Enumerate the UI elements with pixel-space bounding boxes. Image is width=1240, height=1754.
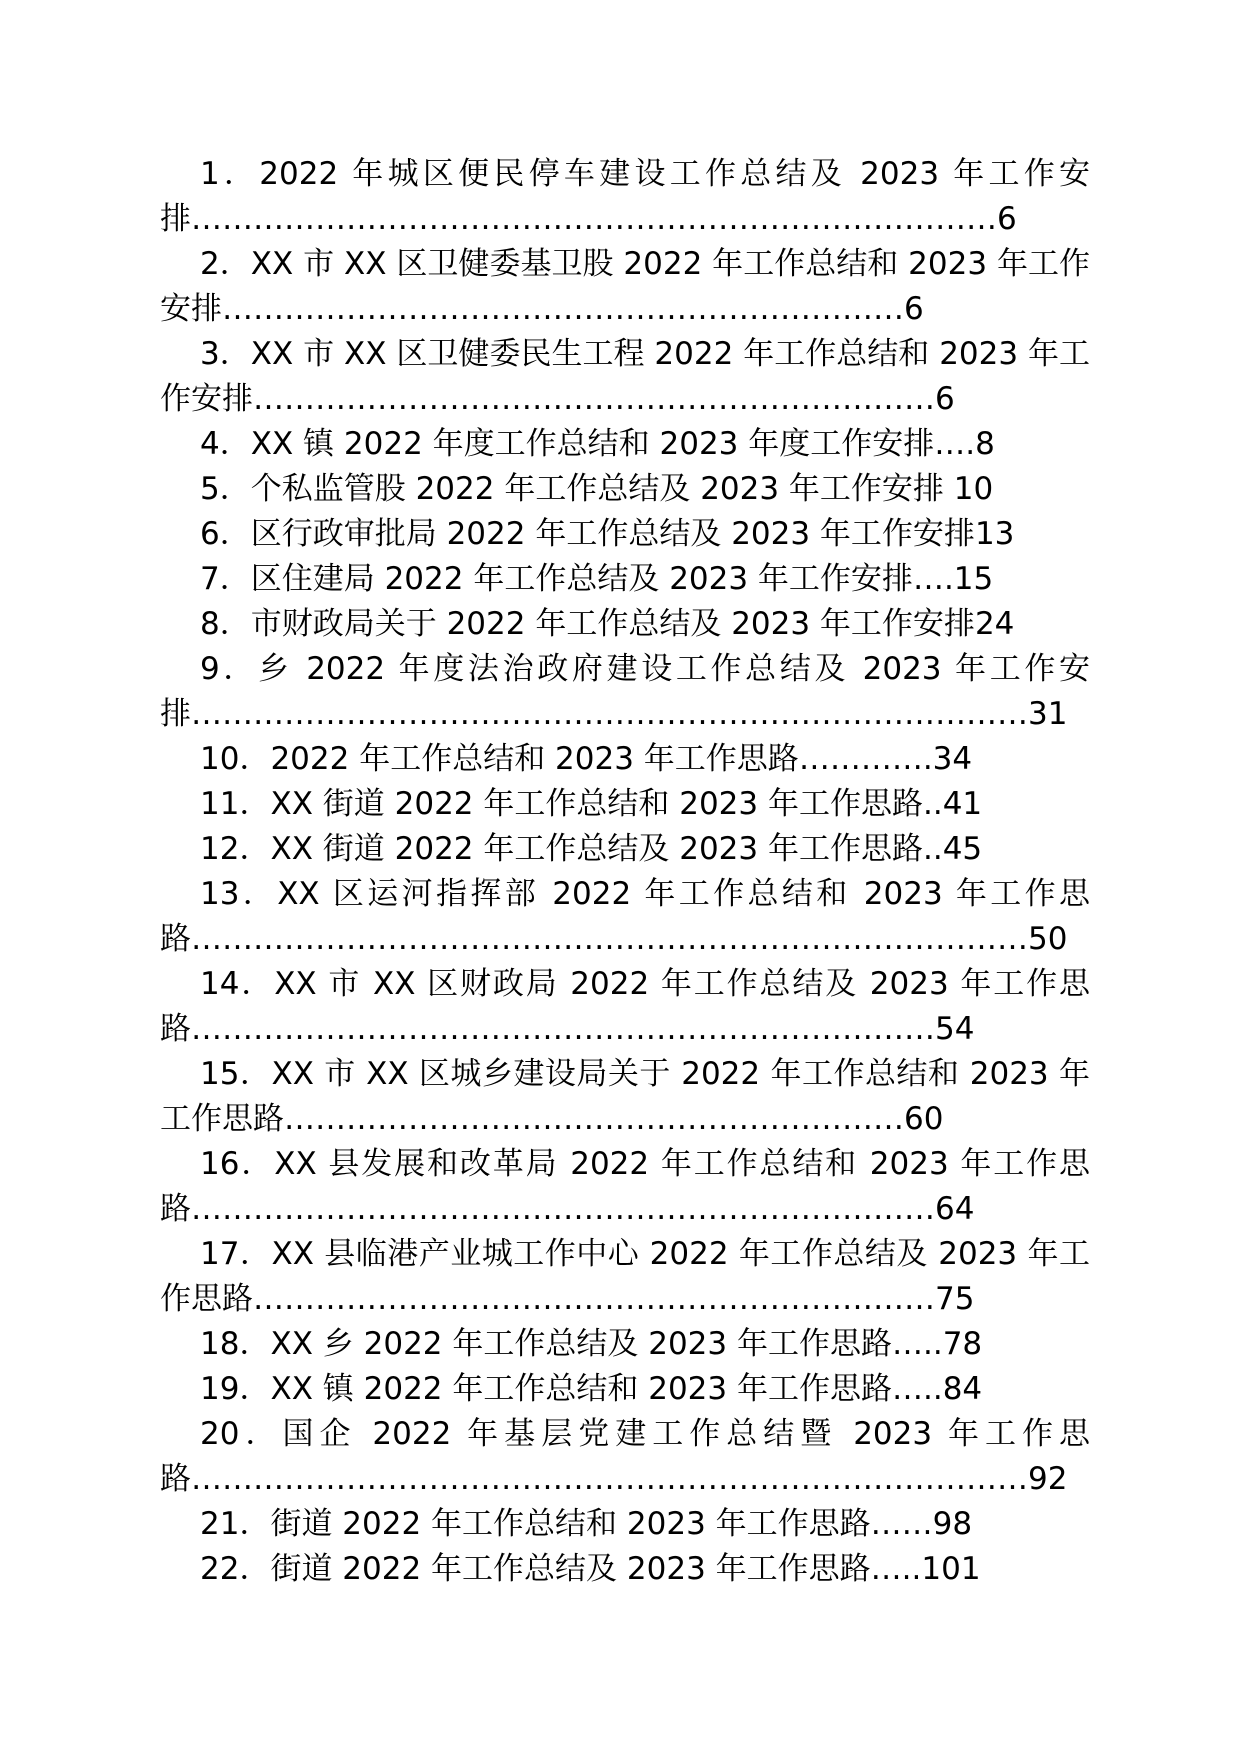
toc-entry[interactable] (160, 1502, 1090, 1547)
toc-entry-title: XX 市 XX 区财政局 2022 年工作总结及 2023 年工作思路 (160, 966, 1091, 1047)
toc-entry[interactable] (160, 1412, 1090, 1502)
toc-entry[interactable] (160, 1322, 1090, 1367)
toc-entry-separator: ． (239, 1056, 272, 1092)
toc-entry[interactable] (160, 1367, 1090, 1412)
toc-entry-number: 1 (200, 156, 220, 192)
toc-entry-page-number: 10 (953, 471, 994, 507)
toc-entry-page-number: 15 (953, 561, 994, 597)
toc-entry[interactable] (160, 422, 1090, 467)
toc-entry-separator: ． (239, 831, 271, 867)
toc-entry-leader: ………………………………………………………… (253, 381, 935, 417)
toc-entry-separator: ． (239, 966, 275, 1002)
toc-entry-page-number: 84 (942, 1371, 983, 1407)
toc-entry-title: 2022 年城区便民停车建设工作总结及 2023 年工作安排 (160, 156, 1090, 237)
toc-entry-leader: ……………………………………………………………………… (191, 1461, 1028, 1497)
toc-entry-number: 16 (200, 1146, 240, 1182)
toc-entry-number: 21 (200, 1506, 240, 1542)
toc-entry[interactable] (160, 332, 1090, 422)
toc-entry-page-number: 60 (904, 1101, 944, 1137)
toc-entry-title: 区行政审批局 2022 年工作总结及 2023 年工作安排 (250, 516, 975, 552)
toc-entry[interactable] (160, 512, 1090, 557)
toc-entry[interactable] (160, 1232, 1090, 1322)
toc-entry-leader: ….. (870, 1551, 922, 1587)
toc-entry-page-number: 78 (942, 1326, 983, 1362)
toc-entry-number: 13 (200, 876, 240, 912)
toc-entry-number: 10 (200, 741, 240, 777)
toc-entry-separator: ． (239, 1326, 271, 1362)
toc-entry-title: 街道 2022 年工作总结及 2023 年工作思路 (270, 1551, 871, 1587)
toc-entry-number: 8 (200, 606, 220, 642)
toc-entry-number: 22 (200, 1551, 240, 1587)
toc-entry-leader: ……………………………………………………………………… (191, 921, 1028, 957)
toc-entry-leader: …………. (798, 741, 933, 777)
toc-entry-number: 14 (200, 966, 240, 1002)
toc-entry[interactable] (160, 647, 1090, 737)
toc-entry[interactable] (160, 557, 1090, 602)
toc-entry-title: XX 市 XX 区卫健委基卫股 2022 年工作总结和 2023 年工作安排 (160, 246, 1090, 327)
toc-entry[interactable] (160, 1547, 1090, 1592)
toc-entry-separator: ． (239, 1506, 271, 1542)
toc-entry-number: 19 (200, 1371, 240, 1407)
toc-entry-title: XX 街道 2022 年工作总结和 2023 年工作思路 (270, 786, 923, 822)
toc-entry-title: 国企 2022 年基层党建工作总结暨 2023 年工作思路 (160, 1416, 1091, 1497)
toc-entry-page-number: 64 (935, 1191, 975, 1227)
toc-entry-number: 18 (200, 1326, 240, 1362)
toc-entry-page-number: 98 (932, 1506, 973, 1542)
toc-entry[interactable] (160, 242, 1090, 332)
toc-entry[interactable] (160, 962, 1090, 1052)
toc-entry-page-number: 34 (932, 741, 973, 777)
toc-entry-leader: .. (922, 786, 943, 822)
toc-entry-title: XX 区运河指挥部 2022 年工作总结和 2023 年工作思路 (160, 876, 1091, 957)
toc-entry-number: 9 (200, 651, 220, 687)
toc-entry-title: XX 镇 2022 年工作总结和 2023 年工作思路 (270, 1371, 892, 1407)
toc-entry-separator: ． (219, 561, 251, 597)
toc-entry[interactable] (160, 827, 1090, 872)
toc-entry-page-number: 6 (997, 201, 1017, 237)
toc-entry-number: 6 (200, 516, 220, 552)
toc-entry-number: 20 (200, 1416, 240, 1452)
toc-entry-leader: …… (870, 1506, 933, 1542)
toc-entry-leader: ……………………………………………………………… (191, 1191, 935, 1227)
toc-entry-separator: ． (219, 426, 251, 462)
toc-entry-leader: .. (922, 831, 943, 867)
toc-entry-leader: ….. (891, 1326, 943, 1362)
toc-entry[interactable] (160, 782, 1090, 827)
toc-entry-separator: ． (219, 156, 260, 192)
toc-entry-separator: ． (219, 246, 251, 282)
toc-entry-page-number: 13 (974, 516, 1015, 552)
toc-entry-number: 2 (200, 246, 220, 282)
toc-entry-leader: ………………………………………………………… (253, 1281, 935, 1317)
toc-entry-leader: ………………………………………………………… (222, 291, 904, 327)
toc-entry-page-number: 54 (935, 1011, 975, 1047)
toc-entry-page-number: 31 (1028, 696, 1068, 732)
toc-entry-title: 街道 2022 年工作总结和 2023 年工作思路 (270, 1506, 871, 1542)
toc-entry-page-number: 75 (935, 1281, 975, 1317)
toc-entry-title: XX 镇 2022 年度工作总结和 2023 年度工作安排 (250, 426, 935, 462)
toc-entry[interactable] (160, 737, 1090, 782)
toc-entry-page-number: 101 (921, 1551, 981, 1587)
toc-entry-separator: ． (219, 516, 251, 552)
toc-entry-page-number: 8 (975, 426, 995, 462)
toc-entry-title: 市财政局关于 2022 年工作总结及 2023 年工作安排 (250, 606, 975, 642)
toc-entry[interactable] (160, 602, 1090, 647)
toc-entry-separator: ． (219, 606, 251, 642)
toc-entry[interactable] (160, 467, 1090, 512)
toc-entry-separator: ． (239, 1416, 283, 1452)
toc-entry-title: 个私监管股 2022 年工作总结及 2023 年工作安排 (250, 471, 944, 507)
toc-entry-separator: ． (239, 1146, 275, 1182)
toc-entry[interactable] (160, 1142, 1090, 1232)
toc-entry-separator: ． (239, 786, 271, 822)
toc-entry-separator: ． (219, 336, 251, 372)
toc-entry-separator: ． (239, 876, 278, 912)
toc-entry-page-number: 45 (942, 831, 983, 867)
toc-entry-leader: …. (912, 561, 954, 597)
toc-entry-title: XX 县临港产业城工作中心 2022 年工作总结及 2023 年工作思路 (160, 1236, 1091, 1317)
toc-entry-leader: …. (934, 426, 976, 462)
toc-entry[interactable] (160, 152, 1090, 242)
toc-entry-number: 4 (200, 426, 220, 462)
toc-entry-number: 5 (200, 471, 220, 507)
toc-entry-separator: ． (239, 741, 271, 777)
toc-entry-title: 2022 年工作总结和 2023 年工作思路 (270, 741, 799, 777)
toc-entry-leader: …………………………………………………… (284, 1101, 904, 1137)
toc-entry-page-number: 6 (935, 381, 955, 417)
toc-entry-leader: ……………………………………………………………………… (191, 696, 1028, 732)
toc-entry-number: 3 (200, 336, 220, 372)
toc-entry-separator: ． (239, 1371, 271, 1407)
toc-entry-title: XX 市 XX 区卫健委民生工程 2022 年工作总结和 2023 年工作安排 (160, 336, 1090, 417)
table-of-contents (160, 152, 1090, 1592)
toc-entry-title: XX 县发展和改革局 2022 年工作总结和 2023 年工作思路 (160, 1146, 1091, 1227)
toc-entry-separator: ． (219, 651, 259, 687)
toc-entry-leader (944, 471, 954, 507)
toc-entry[interactable] (160, 872, 1090, 962)
toc-entry-page-number: 41 (942, 786, 983, 822)
toc-entry-page-number: 92 (1028, 1461, 1068, 1497)
toc-entry-title: XX 街道 2022 年工作总结及 2023 年工作思路 (270, 831, 923, 867)
toc-entry-title: 乡 2022 年度法治政府建设工作总结及 2023 年工作安排 (160, 651, 1090, 732)
toc-entry-number: 11 (200, 786, 240, 822)
toc-entry[interactable] (160, 1052, 1090, 1142)
toc-entry-number: 17 (200, 1236, 240, 1272)
toc-entry-number: 15 (200, 1056, 240, 1092)
toc-entry-page-number: 50 (1028, 921, 1068, 957)
toc-entry-number: 12 (200, 831, 240, 867)
toc-entry-page-number: 24 (974, 606, 1015, 642)
toc-entry-leader: …………………………………………………………………… (191, 201, 997, 237)
toc-entry-leader: ……………………………………………………………… (191, 1011, 935, 1047)
toc-entry-number: 7 (200, 561, 220, 597)
toc-entry-separator: ． (239, 1551, 271, 1587)
toc-entry-title: XX 乡 2022 年工作总结及 2023 年工作思路 (270, 1326, 892, 1362)
toc-entry-leader: ….. (891, 1371, 943, 1407)
toc-entry-separator: ． (239, 1236, 272, 1272)
toc-entry-page-number: 6 (904, 291, 924, 327)
toc-entry-title: XX 市 XX 区城乡建设局关于 2022 年工作总结和 2023 年工作思路 (160, 1056, 1091, 1137)
toc-entry-separator: ． (219, 471, 251, 507)
toc-entry-title: 区住建局 2022 年工作总结及 2023 年工作安排 (250, 561, 913, 597)
